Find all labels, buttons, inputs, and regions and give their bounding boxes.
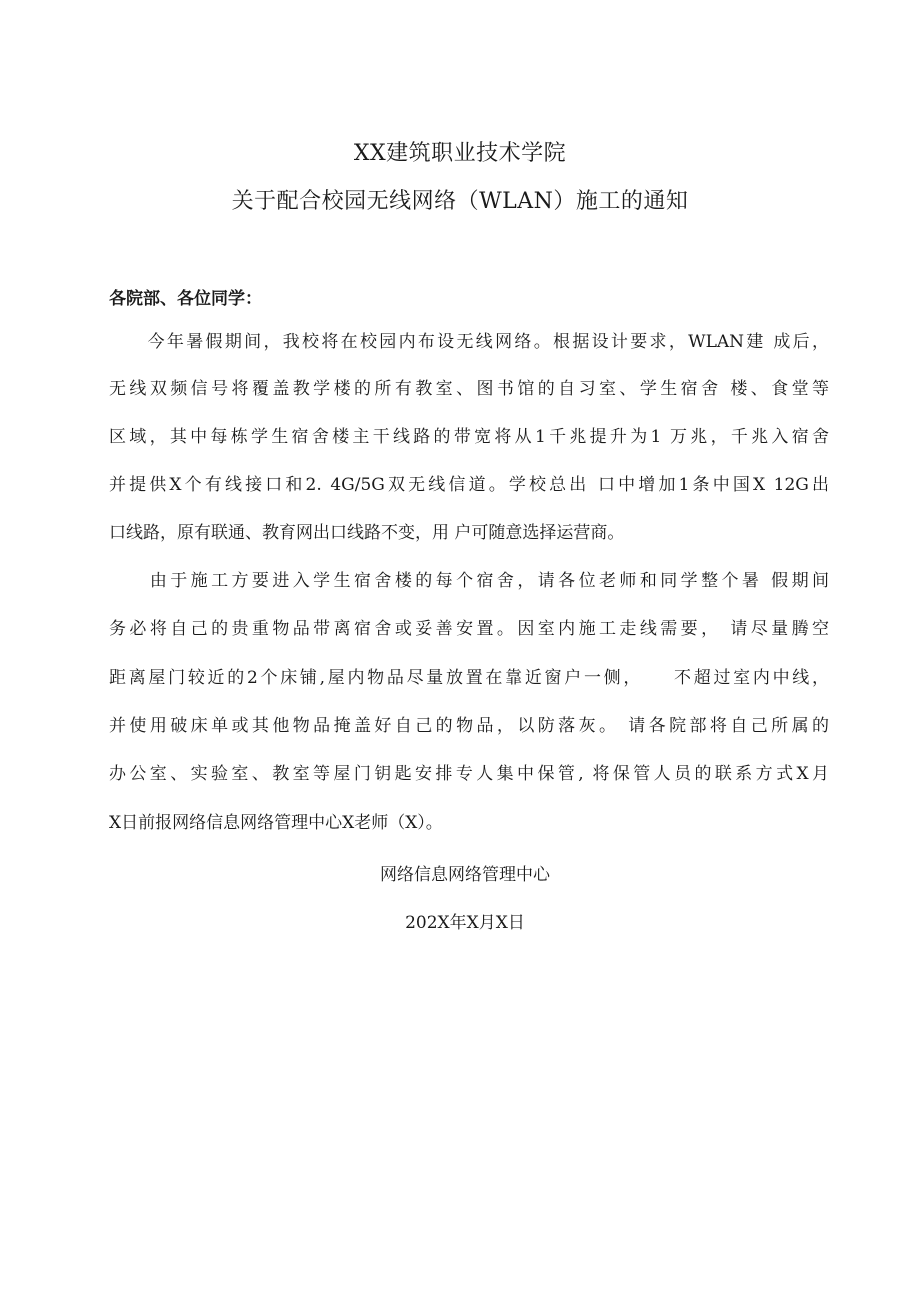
institution-title: XX建筑职业技术学院: [353, 141, 567, 166]
notice-title: 关于配合校园无线网络（WLAN）施工的通知: [231, 189, 689, 214]
paragraph2-line: 并使用破床单或其他物品掩盖好自己的物品，以防落灰。 请各院部将自己所属的: [109, 716, 829, 736]
signature: 网络信息网络管理中心: [380, 865, 550, 885]
paragraph2-line: X日前报网络信息网络管理中心X老师（X）。: [109, 813, 443, 833]
paragraph1-line: 并提供X个有线接口和2. 4G/5G双无线信道。学校总出 口中增加1条中国X 12G出: [109, 475, 829, 495]
paragraph2-line: 距离屋门较近的2个床铺,屋内物品尽量放置在靠近窗户一侧， 不超过室内中线，: [109, 668, 829, 688]
date: 202X年X月X日: [405, 913, 525, 933]
paragraph1-line: 无线双频信号将覆盖教学楼的所有教室、图书馆的自习室、学生宿舍 楼、食堂等: [109, 379, 829, 399]
paragraph2-line: 由于施工方要进入学生宿舍楼的每个宿舍，请各位老师和同学整个暑 假期间: [109, 571, 829, 591]
paragraph2-line: 办公室、实验室、教室等屋门钥匙安排专人集中保管, 将保管人员的联系方式X月: [109, 764, 829, 784]
salutation: 各院部、各位同学：: [109, 289, 262, 309]
paragraph1-line: 口线路，原有联通、教育网出口线路不变，用 户可随意选择运营商。: [109, 523, 625, 543]
paragraph1-line: 今年暑假期间，我校将在校园内布设无线网络。根据设计要求，WLAN建 成后，: [109, 332, 829, 352]
paragraph2-line: 务必将自己的贵重物品带离宿舍或妥善安置。因室内施工走线需要， 请尽量腾空: [109, 619, 829, 639]
paragraph1-line: 区域，其中每栋学生宿舍楼主干线路的带宽将从1千兆提升为1 万兆，千兆入宿舍: [109, 427, 829, 447]
